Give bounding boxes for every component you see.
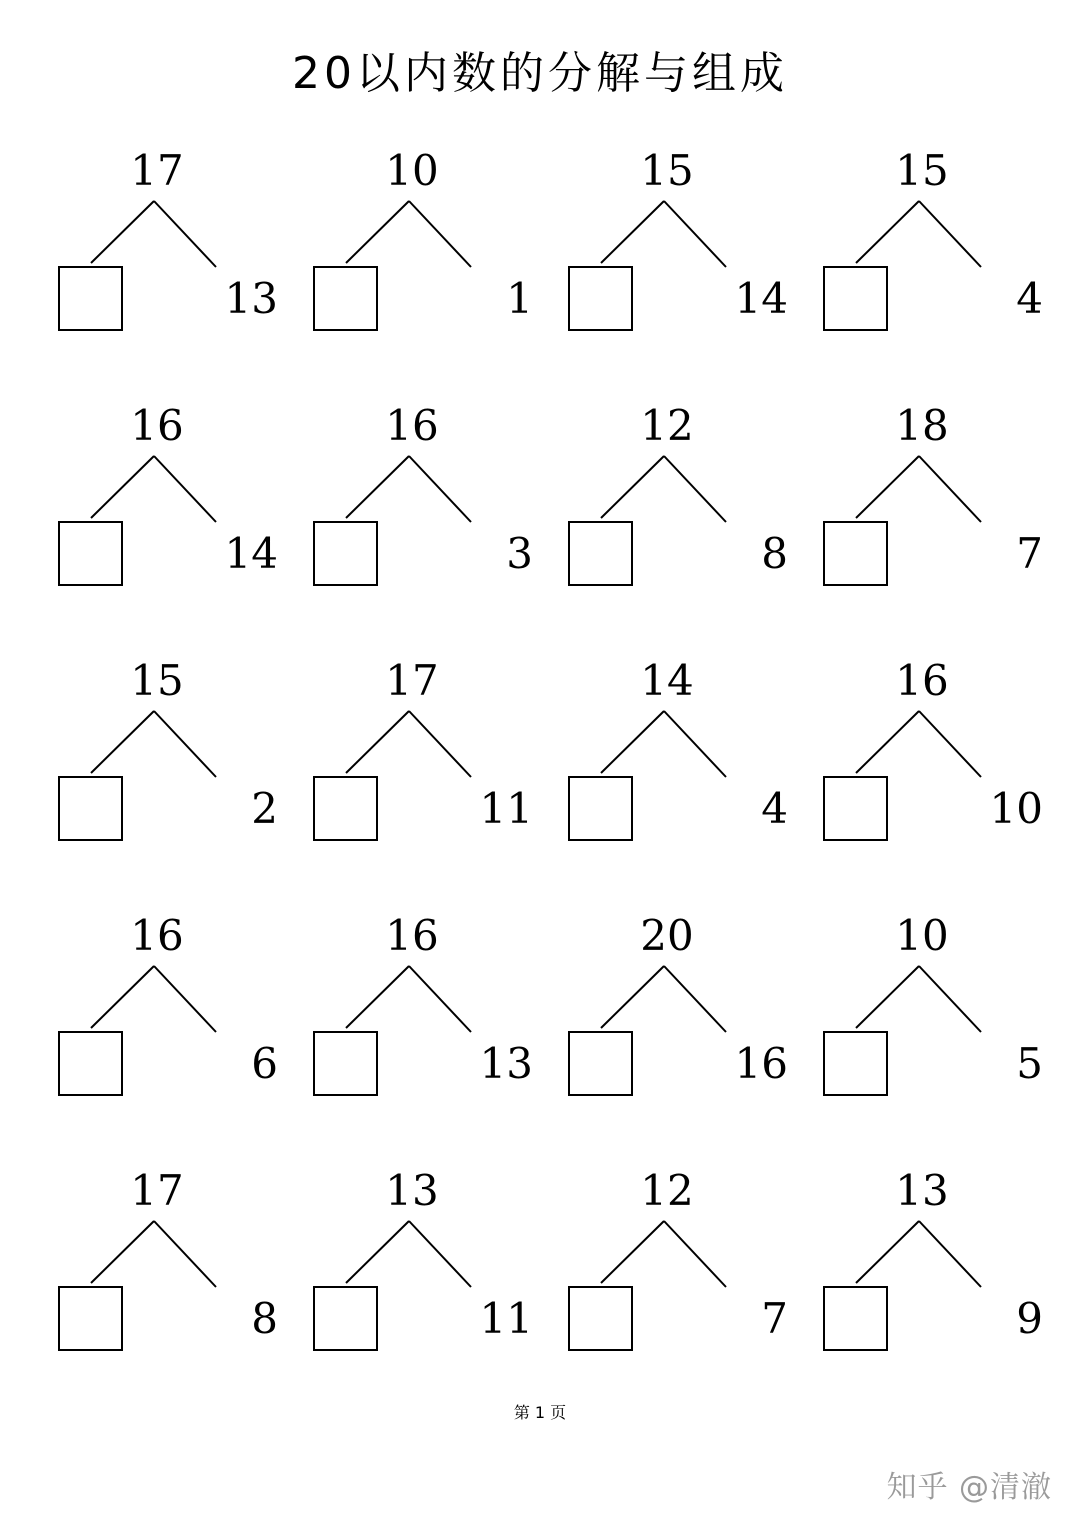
left-branch-line xyxy=(856,456,919,518)
decomposition-problem xyxy=(58,911,288,1115)
known-part-number: 7 xyxy=(761,1294,788,1343)
known-part-number: 6 xyxy=(251,1039,278,1088)
whole-number: 17 xyxy=(130,146,184,195)
decomposition-problem xyxy=(568,656,798,860)
left-branch-line xyxy=(601,456,664,518)
left-branch-line xyxy=(856,711,919,773)
whole-number: 17 xyxy=(130,1166,184,1215)
whole-number: 14 xyxy=(640,656,694,705)
answer-box[interactable] xyxy=(568,1286,633,1351)
whole-number: 10 xyxy=(895,911,949,960)
whole-number: 13 xyxy=(895,1166,949,1215)
left-branch-line xyxy=(91,1221,154,1283)
decomposition-problem xyxy=(313,401,543,605)
decomposition-problem xyxy=(568,146,798,350)
answer-box[interactable] xyxy=(823,776,888,841)
answer-box[interactable] xyxy=(313,521,378,586)
answer-box[interactable] xyxy=(58,1031,123,1096)
left-branch-line xyxy=(346,1221,409,1283)
right-branch-line xyxy=(919,1221,981,1287)
left-branch-line xyxy=(601,711,664,773)
decomposition-problem xyxy=(568,1166,798,1370)
answer-box[interactable] xyxy=(58,1286,123,1351)
answer-box[interactable] xyxy=(313,776,378,841)
decomposition-problem xyxy=(313,146,543,350)
right-branch-line xyxy=(154,201,216,267)
right-branch-line xyxy=(664,1221,726,1287)
whole-number: 10 xyxy=(385,146,439,195)
answer-box[interactable] xyxy=(58,266,123,331)
answer-box[interactable] xyxy=(58,521,123,586)
whole-number: 13 xyxy=(385,1166,439,1215)
known-part-number: 2 xyxy=(251,784,278,833)
worksheet-title: 20以内数的分解与组成 xyxy=(292,48,788,99)
page-number: 第 1 页 xyxy=(513,1403,567,1422)
right-branch-line xyxy=(664,201,726,267)
decomposition-problem xyxy=(823,911,1053,1115)
decomposition-problem xyxy=(58,401,288,605)
known-part-number: 10 xyxy=(989,784,1043,833)
decomposition-problem xyxy=(823,401,1053,605)
decomposition-problem xyxy=(568,401,798,605)
left-branch-line xyxy=(601,1221,664,1283)
right-branch-line xyxy=(154,1221,216,1287)
decomposition-problem xyxy=(823,656,1053,860)
right-branch-line xyxy=(919,201,981,267)
known-part-number: 16 xyxy=(734,1039,788,1088)
right-branch-line xyxy=(409,456,471,522)
answer-box[interactable] xyxy=(568,1031,633,1096)
right-branch-line xyxy=(409,711,471,777)
decomposition-problem xyxy=(58,1166,288,1370)
answer-box[interactable] xyxy=(568,266,633,331)
left-branch-line xyxy=(601,966,664,1028)
left-branch-line xyxy=(856,966,919,1028)
answer-box[interactable] xyxy=(313,1286,378,1351)
known-part-number: 4 xyxy=(761,784,788,833)
whole-number: 20 xyxy=(640,911,694,960)
left-branch-line xyxy=(346,201,409,263)
answer-box[interactable] xyxy=(58,776,123,841)
whole-number: 15 xyxy=(130,656,184,705)
answer-box[interactable] xyxy=(823,1031,888,1096)
known-part-number: 1 xyxy=(506,274,533,323)
left-branch-line xyxy=(91,456,154,518)
known-part-number: 14 xyxy=(224,529,278,578)
left-branch-line xyxy=(346,456,409,518)
whole-number: 18 xyxy=(895,401,949,450)
decomposition-problem xyxy=(313,911,543,1115)
answer-box[interactable] xyxy=(823,1286,888,1351)
watermark: 知乎 @清澈 xyxy=(886,1470,1052,1505)
right-branch-line xyxy=(664,966,726,1032)
left-branch-line xyxy=(601,201,664,263)
whole-number: 16 xyxy=(895,656,949,705)
decomposition-problem xyxy=(313,656,543,860)
known-part-number: 4 xyxy=(1016,274,1043,323)
known-part-number: 8 xyxy=(761,529,788,578)
whole-number: 17 xyxy=(385,656,439,705)
known-part-number: 11 xyxy=(479,1294,533,1343)
whole-number: 16 xyxy=(130,911,184,960)
right-branch-line xyxy=(409,966,471,1032)
right-branch-line xyxy=(409,1221,471,1287)
whole-number: 12 xyxy=(640,401,694,450)
right-branch-line xyxy=(409,201,471,267)
answer-box[interactable] xyxy=(313,266,378,331)
answer-box[interactable] xyxy=(568,776,633,841)
decomposition-problem xyxy=(313,1166,543,1370)
answer-box[interactable] xyxy=(823,266,888,331)
whole-number: 16 xyxy=(385,911,439,960)
known-part-number: 9 xyxy=(1016,1294,1043,1343)
left-branch-line xyxy=(91,201,154,263)
right-branch-line xyxy=(154,711,216,777)
known-part-number: 13 xyxy=(224,274,278,323)
known-part-number: 7 xyxy=(1016,529,1043,578)
right-branch-line xyxy=(919,966,981,1032)
known-part-number: 11 xyxy=(479,784,533,833)
answer-box[interactable] xyxy=(823,521,888,586)
whole-number: 12 xyxy=(640,1166,694,1215)
answer-box[interactable] xyxy=(313,1031,378,1096)
whole-number: 16 xyxy=(385,401,439,450)
known-part-number: 8 xyxy=(251,1294,278,1343)
whole-number: 15 xyxy=(895,146,949,195)
right-branch-line xyxy=(154,966,216,1032)
known-part-number: 3 xyxy=(506,529,533,578)
left-branch-line xyxy=(346,711,409,773)
whole-number: 15 xyxy=(640,146,694,195)
left-branch-line xyxy=(856,1221,919,1283)
known-part-number: 14 xyxy=(734,274,788,323)
right-branch-line xyxy=(919,711,981,777)
known-part-number: 13 xyxy=(479,1039,533,1088)
decomposition-problem xyxy=(823,146,1053,350)
known-part-number: 5 xyxy=(1016,1039,1043,1088)
decomposition-problem xyxy=(58,146,288,350)
left-branch-line xyxy=(856,201,919,263)
left-branch-line xyxy=(91,966,154,1028)
answer-box[interactable] xyxy=(568,521,633,586)
decomposition-problem xyxy=(568,911,798,1115)
decomposition-problem xyxy=(58,656,288,860)
left-branch-line xyxy=(346,966,409,1028)
whole-number: 16 xyxy=(130,401,184,450)
left-branch-line xyxy=(91,711,154,773)
right-branch-line xyxy=(664,711,726,777)
right-branch-line xyxy=(664,456,726,522)
decomposition-problem xyxy=(823,1166,1053,1370)
right-branch-line xyxy=(919,456,981,522)
right-branch-line xyxy=(154,456,216,522)
